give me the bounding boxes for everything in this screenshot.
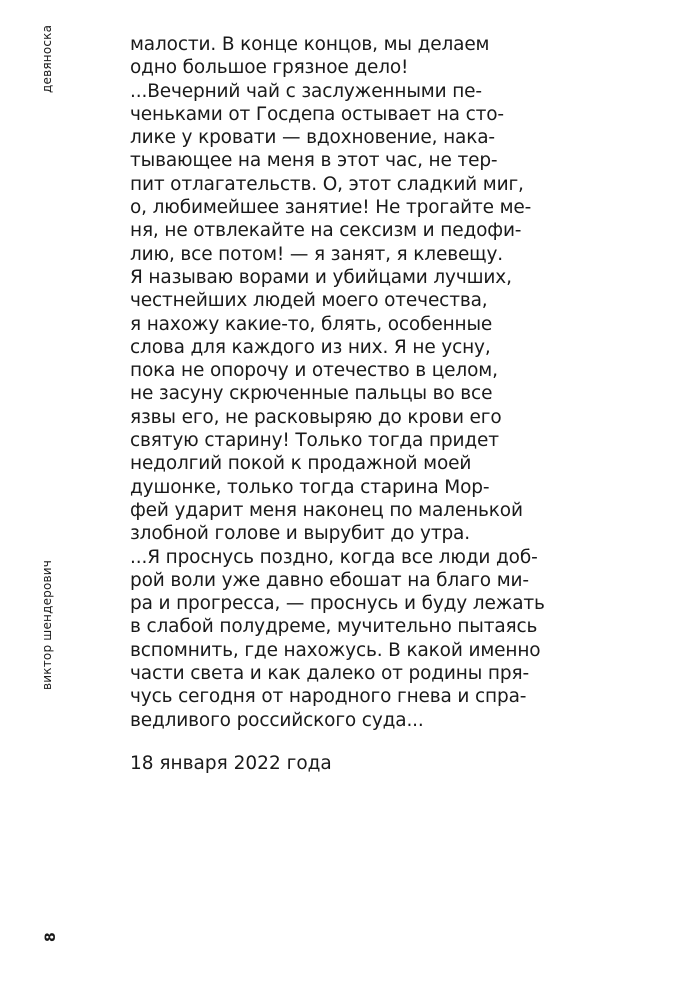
text-line: ченьками от Госдепа остывает на сто- (130, 103, 504, 125)
text-line: злобной голове и вырубит до утра. (130, 523, 470, 545)
text-line: ...Вечерний чай с заслуженными пе- (130, 80, 482, 102)
text-line: ведливого российского суда... (130, 709, 424, 731)
text-line: лию, все потом! — я занят, я клевещу. (130, 243, 503, 265)
text-line: душонке, только тогда старина Мор- (130, 476, 490, 498)
text-line: чусь сегодня от народного гнева и спра- (130, 686, 527, 708)
text-line: я нахожу какие-то, блять, особенные (130, 313, 493, 335)
text-line: о, любимейшее занятие! Не трогайте ме- (130, 197, 532, 219)
text-line: Я называю ворами и убийцами лучших, (130, 266, 512, 288)
text-line: вспомнить, где нахожусь. В какой именно (130, 639, 541, 661)
body-text (130, 33, 650, 732)
text-line: в слабой полудреме, мучительно пытаясь (130, 616, 538, 638)
text-line: язвы его, не расковыряю до крови его (130, 406, 502, 428)
text-line: пит отлагательств. О, этот сладкий миг, (130, 173, 524, 195)
text-line: честнейших людей моего отечества, (130, 290, 488, 312)
text-line: тывающее на меня в этот час, не тер- (130, 150, 498, 172)
running-head-book-title: девяноска (40, 24, 54, 93)
text-line: части света и как далеко от родины пря- (130, 663, 529, 685)
text-line: малости. В конце концов, мы делаем (130, 34, 490, 55)
text-line: недолгий покой к продажной моей (130, 453, 472, 475)
text-line: слова для каждого из них. Я не усну, (130, 336, 491, 358)
text-line: лике у кровати — вдохновение, нака- (130, 127, 495, 149)
text-line: ...Я проснусь поздно, когда все люди доб- (130, 546, 538, 568)
text-line: ра и прогресса, — проснусь и буду лежать (130, 593, 545, 615)
text-line: святую старину! Только тогда придет (130, 430, 499, 452)
page-number: 8 (43, 932, 59, 942)
running-head-author: виктор шендерович (40, 559, 54, 690)
text-line: рой воли уже давно ебошат на благо ми- (130, 569, 529, 591)
text-line: ня, не отвлекайте на сексизм и педофи- (130, 220, 522, 242)
date-line: 18 января 2022 года (130, 753, 332, 774)
text-line: фей ударит меня наконец по маленькой (130, 499, 523, 521)
text-line: пока не опорочу и отечество в целом, (130, 360, 498, 382)
text-line: не засуну скрюченные пальцы во все (130, 383, 493, 405)
text-line: одно большое грязное дело! (130, 57, 409, 79)
